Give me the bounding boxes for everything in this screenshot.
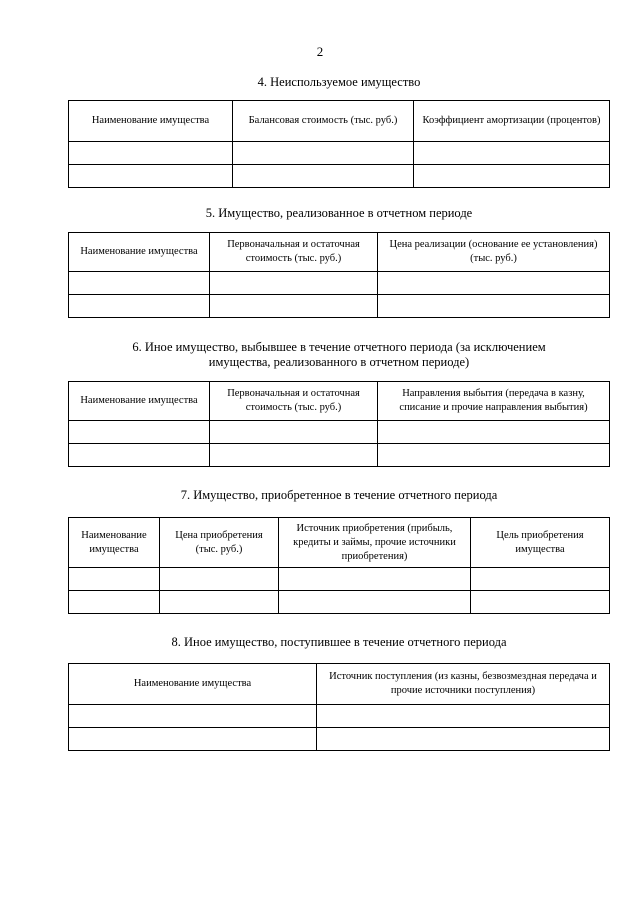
- section-title: 7. Имущество, приобретенное в течение отчетного периода: [180, 488, 498, 502]
- section-sold-property: [68, 206, 610, 318]
- table-cell[interactable]: [210, 272, 378, 295]
- table-row: [69, 295, 610, 318]
- table-cell[interactable]: [210, 444, 378, 467]
- table-cell[interactable]: [69, 142, 233, 165]
- table-cell[interactable]: [279, 568, 471, 591]
- table-cell[interactable]: [414, 165, 610, 188]
- table-header-row: [69, 518, 610, 568]
- table-cell[interactable]: [378, 272, 610, 295]
- table-cell[interactable]: [378, 444, 610, 467]
- header-cell: Коэффициент амортизации (процентов): [414, 101, 610, 142]
- header-cell: Цена приобретения (тыс. руб.): [160, 518, 279, 568]
- table-cell[interactable]: [233, 165, 414, 188]
- table-cell[interactable]: [317, 705, 610, 728]
- header-cell: Наименование имущества: [69, 101, 233, 142]
- table-row: [69, 728, 610, 751]
- section-title-line: имущества, реализованного в отчетном периоде): [208, 355, 470, 369]
- section-title: 5. Имущество, реализованное в отчетном периоде: [205, 206, 473, 220]
- header-cell: Наименование имущества: [69, 233, 210, 272]
- table-cell[interactable]: [279, 591, 471, 614]
- table-cell[interactable]: [160, 591, 279, 614]
- received-property-table: [68, 663, 610, 751]
- header-cell: Наименование имущества: [69, 518, 160, 568]
- table-cell[interactable]: [69, 728, 317, 751]
- table-cell[interactable]: [233, 142, 414, 165]
- table-cell[interactable]: [69, 568, 160, 591]
- table-cell[interactable]: [210, 421, 378, 444]
- table-row: [69, 142, 610, 165]
- section-unused-property: [68, 75, 610, 188]
- section-title-line: 6. Иное имущество, выбывшее в течение отчетного периода (за исключением: [132, 340, 546, 354]
- section-disposed-property: [68, 340, 610, 467]
- table-cell[interactable]: [317, 728, 610, 751]
- table-cell[interactable]: [471, 591, 610, 614]
- table-cell[interactable]: [69, 295, 210, 318]
- table-row: [69, 705, 610, 728]
- table-cell[interactable]: [210, 295, 378, 318]
- table-cell[interactable]: [378, 295, 610, 318]
- table-header-row: [69, 664, 610, 705]
- section-title: 4. Неиспользуемое имущество: [257, 75, 421, 89]
- header-cell: Наименование имущества: [69, 664, 317, 705]
- header-cell: Первоначальная и остаточная стоимость (тыс. руб.): [210, 233, 378, 272]
- header-cell: Направления выбытия (передача в казну, списание и прочие направления выбытия): [378, 382, 610, 421]
- table-row: [69, 272, 610, 295]
- header-cell: Цель приобретения имущества: [471, 518, 610, 568]
- sold-property-table: [68, 232, 610, 318]
- table-cell[interactable]: [471, 568, 610, 591]
- table-cell[interactable]: [414, 142, 610, 165]
- section-acquired-property: [68, 488, 610, 614]
- table-row: [69, 444, 610, 467]
- table-cell[interactable]: [69, 421, 210, 444]
- section-received-property: [68, 635, 610, 751]
- table-cell[interactable]: [69, 165, 233, 188]
- table-row: [69, 421, 610, 444]
- table-cell[interactable]: [69, 272, 210, 295]
- table-cell[interactable]: [69, 591, 160, 614]
- header-cell: Источник приобретения (прибыль, кредиты и займы, прочие источники приобретения): [279, 518, 471, 568]
- table-row: [69, 165, 610, 188]
- table-header-row: [69, 382, 610, 421]
- header-cell: Цена реализации (основание ее установления) (тыс. руб.): [378, 233, 610, 272]
- table-header-row: [69, 233, 610, 272]
- section-title: [68, 340, 610, 370]
- header-cell: Первоначальная и остаточная стоимость (тыс. руб.): [210, 382, 378, 421]
- table-row: [69, 568, 610, 591]
- table-cell[interactable]: [69, 705, 317, 728]
- header-cell: Балансовая стоимость (тыс. руб.): [233, 101, 414, 142]
- table-cell[interactable]: [378, 421, 610, 444]
- table-row: [69, 591, 610, 614]
- acquired-property-table: [68, 517, 610, 614]
- section-title: 8. Иное имущество, поступившее в течение отчетного периода: [171, 635, 507, 649]
- header-cell: Наименование имущества: [69, 382, 210, 421]
- table-cell[interactable]: [160, 568, 279, 591]
- header-cell: Источник поступления (из казны, безвозмездная передача и прочие источники поступления): [317, 664, 610, 705]
- disposed-property-table: [68, 381, 610, 467]
- unused-property-table: [68, 100, 610, 188]
- table-cell[interactable]: [69, 444, 210, 467]
- page-number: 2: [316, 44, 324, 59]
- table-header-row: [69, 101, 610, 142]
